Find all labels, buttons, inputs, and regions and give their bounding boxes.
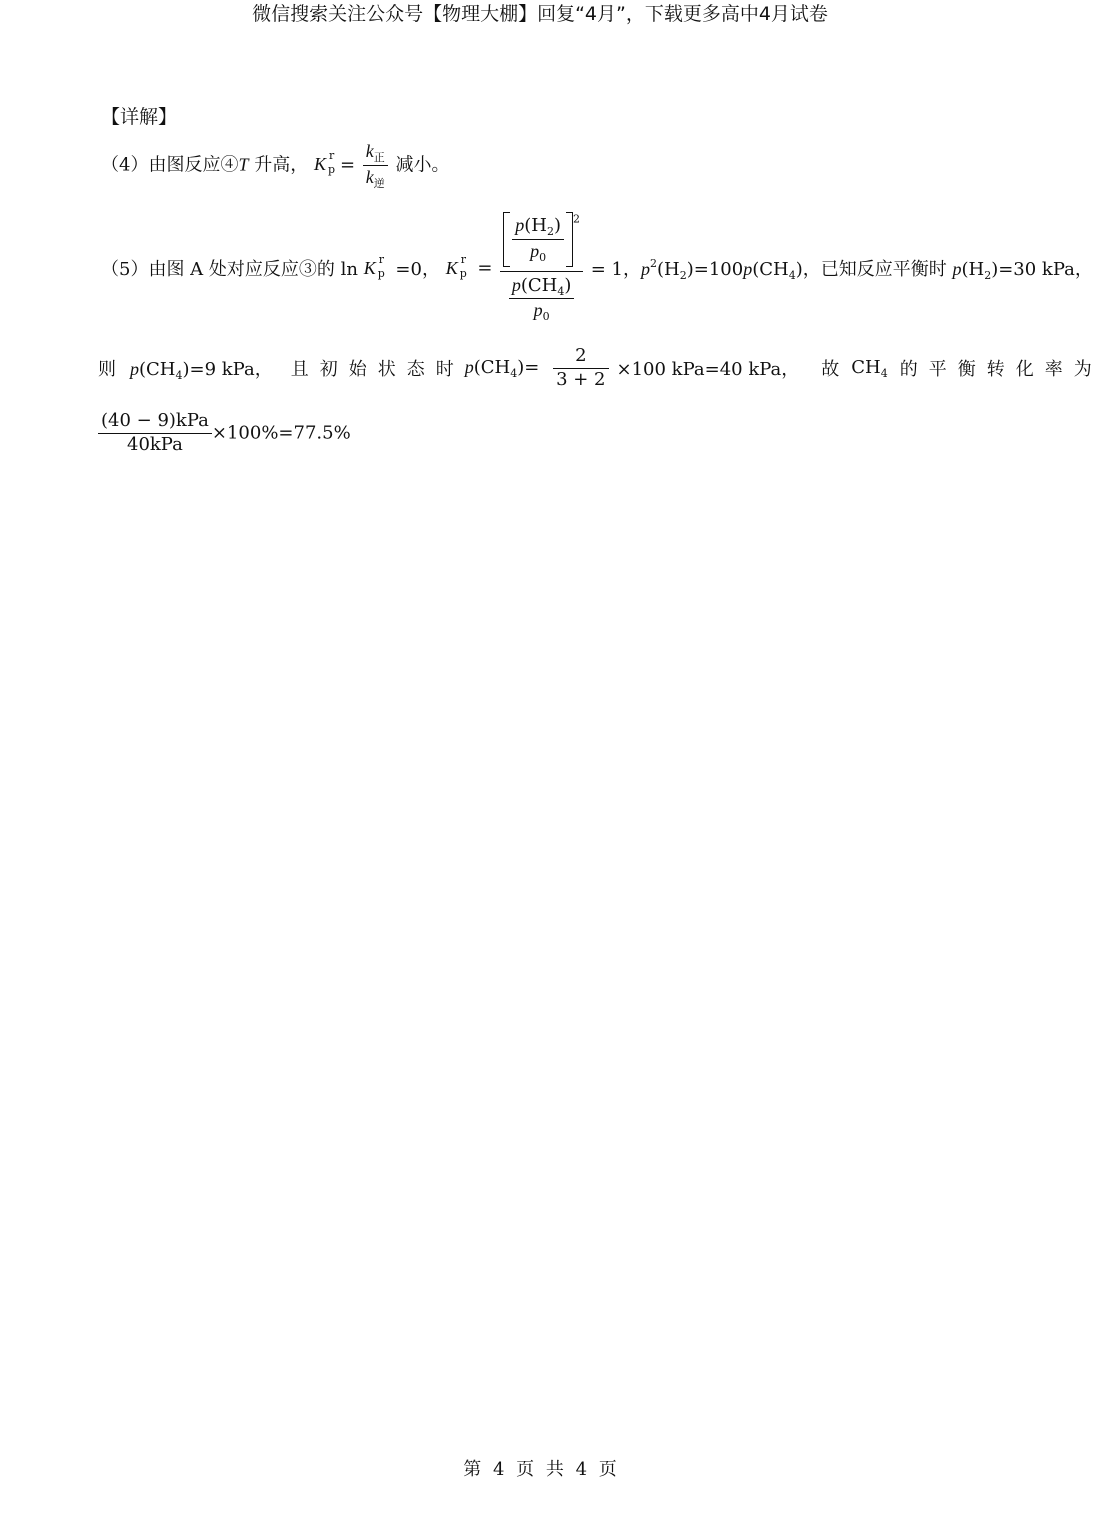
part5-after-eq: = 1， bbox=[590, 259, 642, 280]
part5b-ch4-init: $p(CH_4)=$ bbox=[464, 356, 540, 380]
page-footer: 第 4 页 共 4 页 bbox=[463, 1459, 617, 1480]
conversion-result: ×100%=77.5% bbox=[211, 422, 351, 444]
part5b-gu: 故 bbox=[821, 359, 840, 380]
part4-line bbox=[101, 140, 450, 191]
kp-symbol-2: K r p bbox=[363, 252, 385, 280]
part5-p2-expr: $p^2(H_2)=100p(CH_4)$，已知反应平衡时 $p(H_2)=30$ kPa， bbox=[641, 256, 1093, 282]
squared-bracket: $\frac{p(H_2)}{p_0}$ bbox=[503, 212, 573, 267]
kp-big-fraction: $\frac{p(H_2)}{p_0}$ $^2$ $\frac{p(CH_4)}{p_0}$ bbox=[500, 212, 583, 324]
ratio-fraction: $\frac{2}{3 + 2}$ bbox=[553, 345, 608, 391]
kp-symbol-3: K r p bbox=[445, 252, 467, 280]
part4-prefix: （4）由图反应④ bbox=[101, 154, 239, 176]
power-2: 2 bbox=[573, 212, 581, 226]
part4-var-t: T bbox=[238, 154, 249, 175]
part5-prefix: （5）由图 A 处对应反应③的 ln bbox=[101, 259, 358, 280]
top-banner: 微信搜索关注公众号【物理大棚】回复“4月”，下载更多高中4月试卷 bbox=[252, 3, 828, 25]
part5b-mid: 且初始状态时 bbox=[290, 359, 465, 380]
kp-symbol: K r p bbox=[313, 149, 335, 177]
conversion-fraction: $\frac{\text{(40 − 9)kPa}}{\text{40kPa}}$ bbox=[98, 410, 212, 456]
part5-line bbox=[101, 212, 1093, 324]
part5b-line bbox=[98, 345, 1103, 391]
part5-eq: = bbox=[471, 257, 493, 279]
part5b-after-frac: ×100 kPa=40 kPa， bbox=[616, 359, 800, 380]
section-title: 【详解】 bbox=[101, 106, 178, 128]
part5-ln-suffix: =0， bbox=[389, 259, 440, 280]
part5b-ze: 则 bbox=[98, 359, 116, 380]
part4-suffix: 减小。 bbox=[395, 154, 450, 176]
part5b-tail: 的平衡转化率为 bbox=[899, 359, 1103, 380]
part5b-ch4: $CH_4$ bbox=[851, 356, 888, 380]
part5c-line bbox=[98, 410, 351, 456]
part4-eq: = bbox=[339, 154, 356, 176]
part4-mid: 升高， bbox=[248, 154, 309, 176]
part5b-ch4-eq: $p(CH_4)=9$ kPa， bbox=[130, 358, 273, 382]
k-fraction: $\frac{k_正}{k_逆}$ bbox=[363, 140, 388, 191]
